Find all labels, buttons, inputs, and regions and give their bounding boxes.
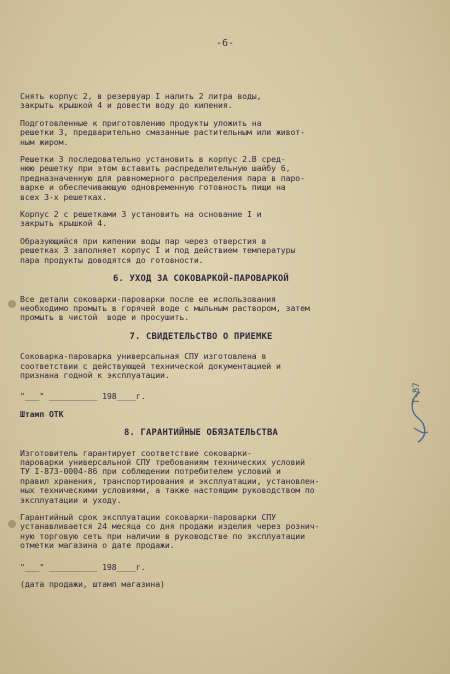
paragraph: Снять корпус 2, в резервуар I налить 2 литра воды, закрыть крышкой 4 и довести воду до кипения.	[20, 91, 262, 111]
binding-hole	[8, 520, 16, 528]
paragraph: Образующийся при кипении воды пар через отверстия в решетках 3 заполняет корпус I и под действием температуры пара продукты доводятся до готовности.	[20, 235, 296, 265]
otk-stamp-label: Штамп ОТК	[20, 408, 64, 419]
paragraph: Соковарка-пароварка универсальная СПУ изготовлена в соответствии с действующей технической документацией и признана годной к эксплуатации.	[20, 351, 281, 380]
acceptance-date-line: "___" __________ 198____г.	[20, 391, 146, 402]
paragraph: Решетки 3 последовательно установить в корпус 2.В сред- нюю решетку при этом вставить распределительную шайбу 6, предназначенную для равномерного распределения пара в паро- варке и обеспечивающую одновременную готовность пищи на всех 3-х решетках.	[20, 154, 305, 202]
page-number: -6-	[215, 38, 235, 49]
paragraph: Корпус 2 с решетками 3 установить на основание I и закрыть крышкой 4.	[20, 209, 262, 229]
binding-hole	[8, 300, 16, 308]
paragraph: Все детали соковарки-пароварки после ее использования необходимо промыть в горячей воде с мыльным раствором, затем промыть в чистой воде и просушить.	[20, 293, 310, 323]
paragraph: Изготовитель гарантирует соответствие соковарки- пароварки универсальной СПУ требованиям технических условий ТУ I-873-0004-86 при соблюдении потребителем условий и правил хранения, транспортирования и эксплуатации, установлен- ных техническими условиями, а также настоящим руководством по эксплуатации и уходу.	[20, 447, 320, 505]
sale-date-caption: (дата продажи, штамп магазина)	[20, 579, 165, 590]
section-7-acceptance	[20, 333, 382, 419]
sale-date-line: "___" __________ 198____г.	[20, 561, 146, 572]
section-8-warranty	[20, 429, 382, 589]
section-5-instructions	[20, 92, 382, 265]
paragraph: Подготовленные к приготовлению продукты уложить на решетки 3, предварительно смазанные растительным или живот- ным жиром.	[20, 117, 305, 147]
margin-mark-text: Т-87	[412, 382, 422, 404]
paragraph: Гарантийный срок эксплуатации соковарки-пароварки СПУ устанавливается 24 месяца со дня продажи изделия через рознич- ную торговую сеть при наличии в руководстве по эксплуатации отметки магазина о дате продажи.	[20, 512, 320, 551]
section-heading: 6. УХОД ЗА СОКОВАРКОЙ-ПАРОВАРКОЙ	[113, 274, 289, 285]
document-body	[20, 92, 382, 589]
section-heading: 8. ГАРАНТИЙНЫЕ ОБЯЗАТЕЛЬСТВА	[124, 428, 278, 439]
section-heading: 7. СВИДЕТЕЛЬСТВО О ПРИЕМКЕ	[129, 331, 273, 342]
section-6-care	[20, 275, 382, 323]
